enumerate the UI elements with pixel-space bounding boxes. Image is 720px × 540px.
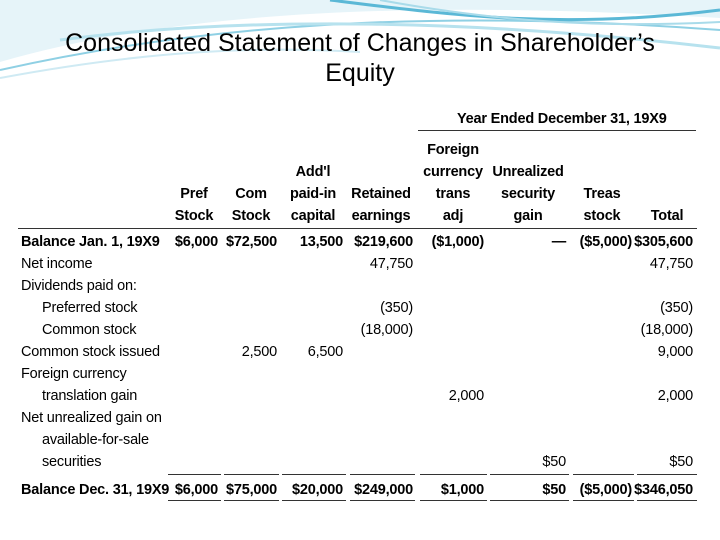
table-cell: $50 xyxy=(542,482,566,498)
column-header-line: Pref xyxy=(180,186,208,202)
table-cell: ($5,000) xyxy=(579,234,632,250)
column-header-line: capital xyxy=(290,208,336,224)
total-rule xyxy=(350,500,415,501)
period-header: Year Ended December 31, 19X9 xyxy=(457,111,667,127)
column-header-line: Unrealized xyxy=(492,164,564,180)
subtotal-rule xyxy=(224,474,279,475)
row-label: Balance Dec. 31, 19X9 xyxy=(21,482,170,498)
page-title-continued: Equity xyxy=(325,59,395,87)
column-header-line: gain xyxy=(513,208,543,224)
table-cell: $1,000 xyxy=(440,482,484,498)
table-cell: $6,000 xyxy=(174,482,218,498)
subtotal-rule xyxy=(637,474,697,475)
table-cell: (18,000) xyxy=(640,322,693,338)
row-label: Net income xyxy=(21,256,93,272)
table-cell: $249,000 xyxy=(354,482,413,498)
total-rule xyxy=(282,500,346,501)
subtotal-rule xyxy=(282,474,346,475)
table-cell: (18,000) xyxy=(360,322,413,338)
table-cell: 2,000 xyxy=(448,388,484,404)
column-header-line: Stock xyxy=(231,208,271,224)
table-cell: $305,600 xyxy=(634,234,693,250)
column-header-line: stock xyxy=(583,208,621,224)
total-rule xyxy=(224,500,279,501)
table-cell: ($5,000) xyxy=(579,482,632,498)
table-cell: 2,500 xyxy=(241,344,277,360)
period-header-rule xyxy=(418,130,696,131)
table-cell: $72,500 xyxy=(225,234,277,250)
row-label: securities xyxy=(42,454,102,470)
column-header-line: trans xyxy=(435,186,471,202)
row-label: Preferred stock xyxy=(42,300,138,316)
column-header-line: paid-in xyxy=(289,186,337,202)
table-cell: $50 xyxy=(542,454,566,470)
column-header-line: Stock xyxy=(174,208,214,224)
table-cell: 13,500 xyxy=(299,234,343,250)
table-cell: $219,600 xyxy=(354,234,413,250)
subtotal-rule xyxy=(420,474,487,475)
table-cell: 6,500 xyxy=(307,344,343,360)
total-rule xyxy=(573,500,634,501)
row-label: available-for-sale xyxy=(42,432,149,448)
column-header-line: Add'l xyxy=(295,164,331,180)
table-cell: (350) xyxy=(660,300,693,316)
table-cell: $20,000 xyxy=(291,482,343,498)
subtotal-rule xyxy=(573,474,634,475)
subtotal-rule xyxy=(490,474,569,475)
table-cell: 2,000 xyxy=(657,388,693,404)
total-rule xyxy=(490,500,569,501)
page-title: Consolidated Statement of Changes in Shareholder’s xyxy=(65,29,655,57)
table-cell: $50 xyxy=(669,454,693,470)
total-rule xyxy=(420,500,487,501)
column-header-line: adj xyxy=(442,208,464,224)
subtotal-rule xyxy=(168,474,221,475)
column-header-line: Total xyxy=(650,208,684,224)
column-header-line: earnings xyxy=(351,208,411,224)
row-label: Dividends paid on: xyxy=(21,278,137,294)
table-cell: $75,000 xyxy=(225,482,277,498)
table-cell: 47,750 xyxy=(369,256,413,272)
table-cell: — xyxy=(551,234,566,250)
row-label: Foreign currency xyxy=(21,366,127,382)
row-label: Balance Jan. 1, 19X9 xyxy=(21,234,160,250)
total-rule xyxy=(168,500,221,501)
column-header-line: Retained xyxy=(351,186,411,202)
row-label: Common stock xyxy=(42,322,137,338)
table-cell: ($1,000) xyxy=(431,234,484,250)
table-cell: (350) xyxy=(380,300,413,316)
column-header-line: Foreign xyxy=(427,142,479,158)
row-label: Net unrealized gain on xyxy=(21,410,162,426)
column-header-line: Treas xyxy=(583,186,621,202)
header-rule xyxy=(18,228,697,229)
row-label: translation gain xyxy=(42,388,138,404)
column-header-line: security xyxy=(500,186,555,202)
column-header-line: Com xyxy=(235,186,267,202)
table-cell: 9,000 xyxy=(657,344,693,360)
subtotal-rule xyxy=(350,474,415,475)
table-cell: 47,750 xyxy=(649,256,693,272)
table-cell: $6,000 xyxy=(174,234,218,250)
total-rule xyxy=(637,500,697,501)
row-label: Common stock issued xyxy=(21,344,160,360)
column-header-line: currency xyxy=(423,164,483,180)
table-cell: $346,050 xyxy=(634,482,693,498)
